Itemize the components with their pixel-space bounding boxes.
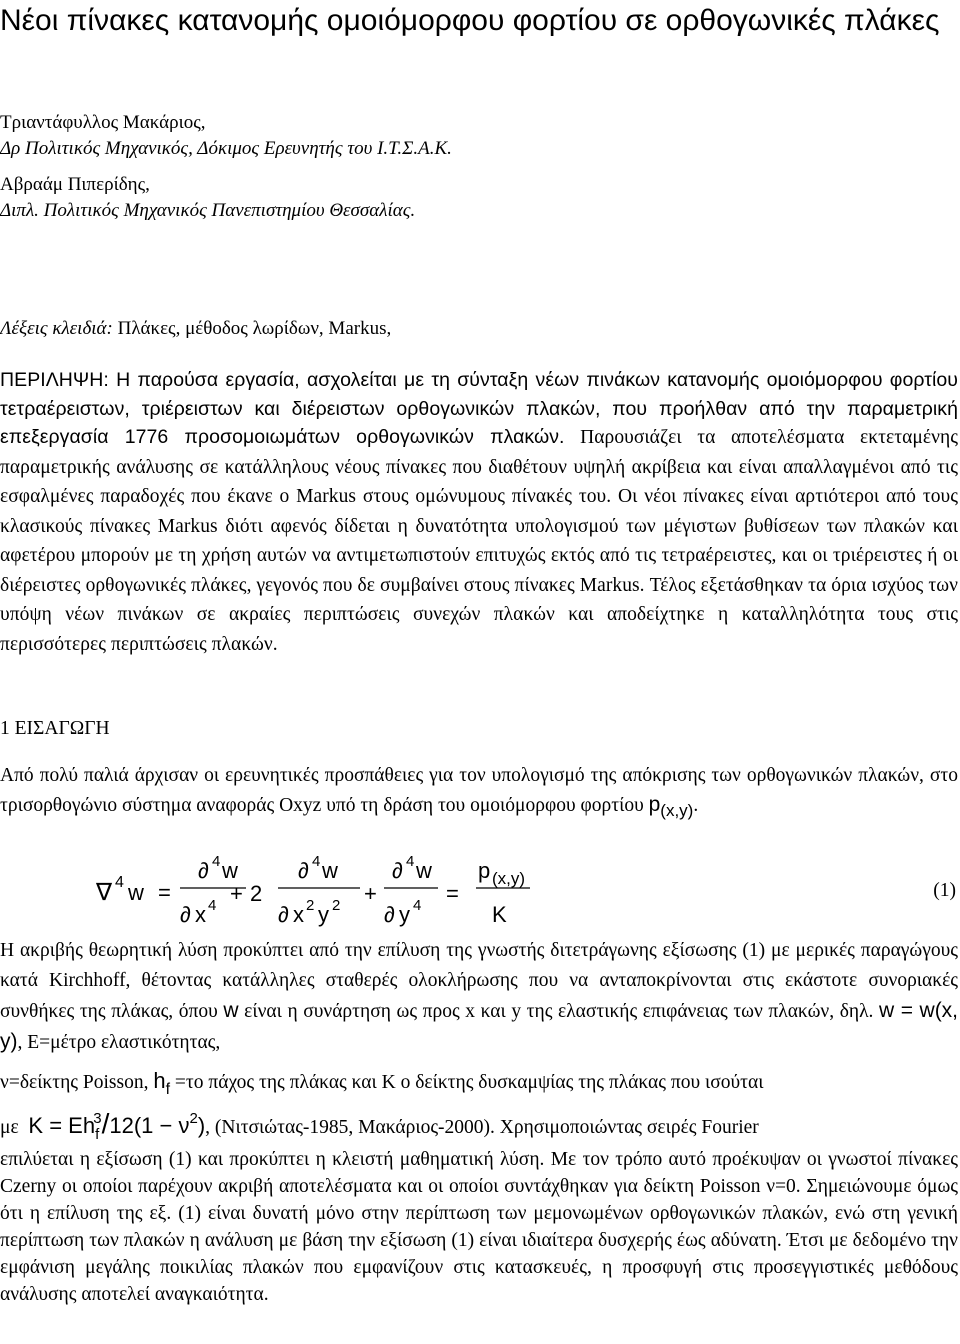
equals-2: = xyxy=(446,881,459,906)
t3-partial-top: ∂ xyxy=(392,858,403,883)
stiffness-me: με xyxy=(0,1117,19,1138)
rhs-K: K xyxy=(492,902,507,927)
t1-exp-top: 4 xyxy=(212,853,221,870)
abstract-part1: Η παρούσα εργασία, ασχολείται με τη σύνταξη νέων πινάκων κατανομής ομοιόμορφου φορτίου τετραέρειστων, τριέρειστων και διέρειστων ορθογωνικών πλακών, που προήλθαν από την παραμετρική επεξεργασία 1776 προσομοιωμάτων ορθογωνικών πλακών. xyxy=(0,369,958,448)
t3-exp-bottom: 4 xyxy=(413,897,422,914)
exact-text-2: είναι η συνάρτηση ως προς x και y της ελαστικής επιφάνειας των πλακών, δηλ. xyxy=(238,1001,874,1022)
author-2-name: Αβραάμ Πιπερίδης, xyxy=(0,174,150,195)
t1-partial-top: ∂ xyxy=(198,858,209,883)
plus-1: + xyxy=(230,881,243,906)
equals-1: = xyxy=(158,880,171,905)
plus-2: + xyxy=(364,881,377,906)
keywords xyxy=(0,318,391,340)
w-symbol: w xyxy=(223,999,239,1022)
abstract xyxy=(0,366,958,659)
nabla-exponent: 4 xyxy=(115,874,124,891)
rhs-p: p xyxy=(478,858,491,883)
t3-exp-top: 4 xyxy=(406,853,415,870)
t2-partial-top: ∂ xyxy=(298,858,309,883)
lhs-w: w xyxy=(128,880,144,905)
keywords-label: Λέξεις κλειδιά: xyxy=(0,318,113,339)
K-sup-3: 3 xyxy=(93,1110,102,1127)
t2-exp-y: 2 xyxy=(332,897,341,914)
t3-w: w xyxy=(416,858,432,883)
K-sub-f: f xyxy=(95,1126,100,1143)
poisson-text-1: ν=δείκτης Poisson, xyxy=(0,1072,149,1093)
poisson-line xyxy=(0,1068,764,1098)
abstract-part2: Παρουσιάζει τα αποτελέσματα εκτεταμένης παραμετρικής ανάλυσης σε κατάλληλους νέους πίνακες που διαθέτουν υψηλή ακρίβεια και είναι απαλλαγμένοι από τις εσφαλμένες παραδοχές που έκανε ο Markus στους ομώνυμους πίνακές του. Οι νέοι πίνακες είναι αρτιότεροι από τους κλασικούς πίνακες Markus διότι αφενός δίδεται η δυνατότητα υπολογισμού των μέγιστων βυθίσεων των πλακών και αφετέρου μπορούν με τη χρήση αυτών να αντιμετωπιστούν επιτυχώς εκτός από τις τετραέρειστες, και οι τριέρειστες ή οι διέρειστες ορθογωνικές πλάκες, γεγονός που δε συμβαίνει στους πίνακες Markus. Τέλος εξετάσθηκαν τα όρια ισχύος των υπόψη νέων πινάκων σε ακραίες περιπτώσεις συνεχών πλακών και αποδείχτηκε η καταλληλότητα τους στις περισσότερες περιπτώσεις πλακών. xyxy=(0,427,958,655)
t1-x: x xyxy=(195,902,206,927)
t2-exp-x: 2 xyxy=(306,897,315,914)
exact-text-1: Η ακριβής θεωρητική λύση προκύπτει από την επίλυση της γνωστής διτετράγωνης εξίσωσης (1) με μερικές παραγώγους κατά Kirchhoff, θέτοντας κατάλληλες σταθερές ολοκλήρωσης που να ανταποκρίνονται στις εκάστοτε συνοριακές συνθήκες της πλάκας, όπου xyxy=(0,940,958,1022)
t1-partial-bottom: ∂ xyxy=(180,902,191,927)
author-1-affiliation: Δρ Πολιτικός Μηχανικός, Δόκιμος Ερευνητής του Ι.Τ.Σ.Α.Κ. xyxy=(0,138,452,159)
load-subscript: (x,y) xyxy=(660,800,694,820)
poisson-text-2: =το πάχος της πλάκας και Κ ο δείκτης δυσκαμψίας της πλάκας που ισούται xyxy=(170,1072,764,1093)
rhs-p-subscript: (x,y) xyxy=(492,869,526,888)
coef-two: 2 xyxy=(250,881,263,906)
K-formula-c: ) xyxy=(197,1113,206,1138)
t1-w: w xyxy=(222,858,238,883)
t2-exp-top: 4 xyxy=(312,853,321,870)
w-definition: w = w(x, y) xyxy=(0,999,959,1053)
intro-paragraph xyxy=(0,762,958,820)
equation-number: (1) xyxy=(933,880,956,901)
author-2-affiliation: Διπλ. Πολιτικός Μηχανικός Πανεπιστημίου Θεσσαλίας. xyxy=(0,200,416,221)
t2-partial-x: ∂ xyxy=(278,902,289,927)
intro-end: . xyxy=(693,794,699,816)
load-symbol: p xyxy=(648,792,661,816)
biharmonic-equation xyxy=(0,852,960,932)
fourier-paragraph: επιλύεται η εξίσωση (1) και προκύπτει η κλειστή μαθηματική λύση. Με τον τρόπο αυτό προέκυψαν οι γνωστοί πίνακες Czerny οι οποίοι παρέχουν ακριβή αποτελέσματα και οι οποίοι συντάχθηκαν για δείκτη Poisson ν=0. Σημειώνουμε όμως ότι η επίλυση της εξ. (1) είναι δυνατή μόνο στην περίπτωση των μεμονωμένων ορθογωνικών πλακών, ενώ στη γενική περίπτωση των πλακών η ανάλυση με βάση την εξίσωση (1) είναι ιδιαίτερα δυσχερής έως αδύνατη. Έτσι με δεδομένο την εμφάνιση μεγάλης ποικιλίας πλακών που εμφανίζουν στις κατασκευές, η προσφυγή στις προσεγγιστικές μεθόδους ανάλυσης αποτελεί αναγκαιότητα. xyxy=(0,1149,958,1305)
exact-solution-paragraph xyxy=(0,936,958,1058)
K-slash: / xyxy=(101,1108,110,1139)
t1-exp-bottom: 4 xyxy=(208,897,217,914)
t3-partial-bottom: ∂ xyxy=(384,902,395,927)
t2-w: w xyxy=(322,858,338,883)
exact-text-3: , Ε=μέτρο ελαστικότητας, xyxy=(17,1032,221,1053)
stiffness-line xyxy=(0,1108,958,1143)
intro-text: Από πολύ παλιά άρχισαν οι ερευνητικές προσπάθειες για τον υπολογισμό της απόκρισης των ορθογωνικών πλακών, στο τρισορθογώνιο σύστημα αναφοράς Οxyz υπό τη δράση του ομοιόμορφου φορτίου xyxy=(0,765,958,816)
t2-x: x xyxy=(293,902,304,927)
abstract-label: ΠΕΡΙΛΗΨΗ: xyxy=(0,369,109,391)
stiffness-text: , (Νιτσιώτας-1985, Μακάριος-2000). Χρησιμοποιώντας σειρές Fourier xyxy=(205,1117,759,1138)
nabla-symbol: ∇ xyxy=(96,879,113,906)
K-formula-a: K = Eh xyxy=(28,1113,96,1138)
keywords-text: Πλάκες, μέθοδος λωρίδων, Markus, xyxy=(112,318,392,339)
author-1-name: Τριαντάφυλλος Μακάριος, xyxy=(0,112,206,133)
h-symbol: h xyxy=(153,1068,166,1093)
section-heading: 1 ΕΙΣΑΓΩΓΗ xyxy=(0,718,110,739)
t2-y: y xyxy=(318,902,329,927)
K-formula-b: 12(1 − ν xyxy=(109,1113,190,1138)
K-sup-2: 2 xyxy=(189,1110,198,1127)
h-subscript: f xyxy=(165,1081,171,1098)
paper-title: Νέοι πίνακες κατανομής ομοιόμορφου φορτίου σε ορθογωνικές πλάκες xyxy=(0,4,940,37)
t3-y: y xyxy=(399,902,410,927)
